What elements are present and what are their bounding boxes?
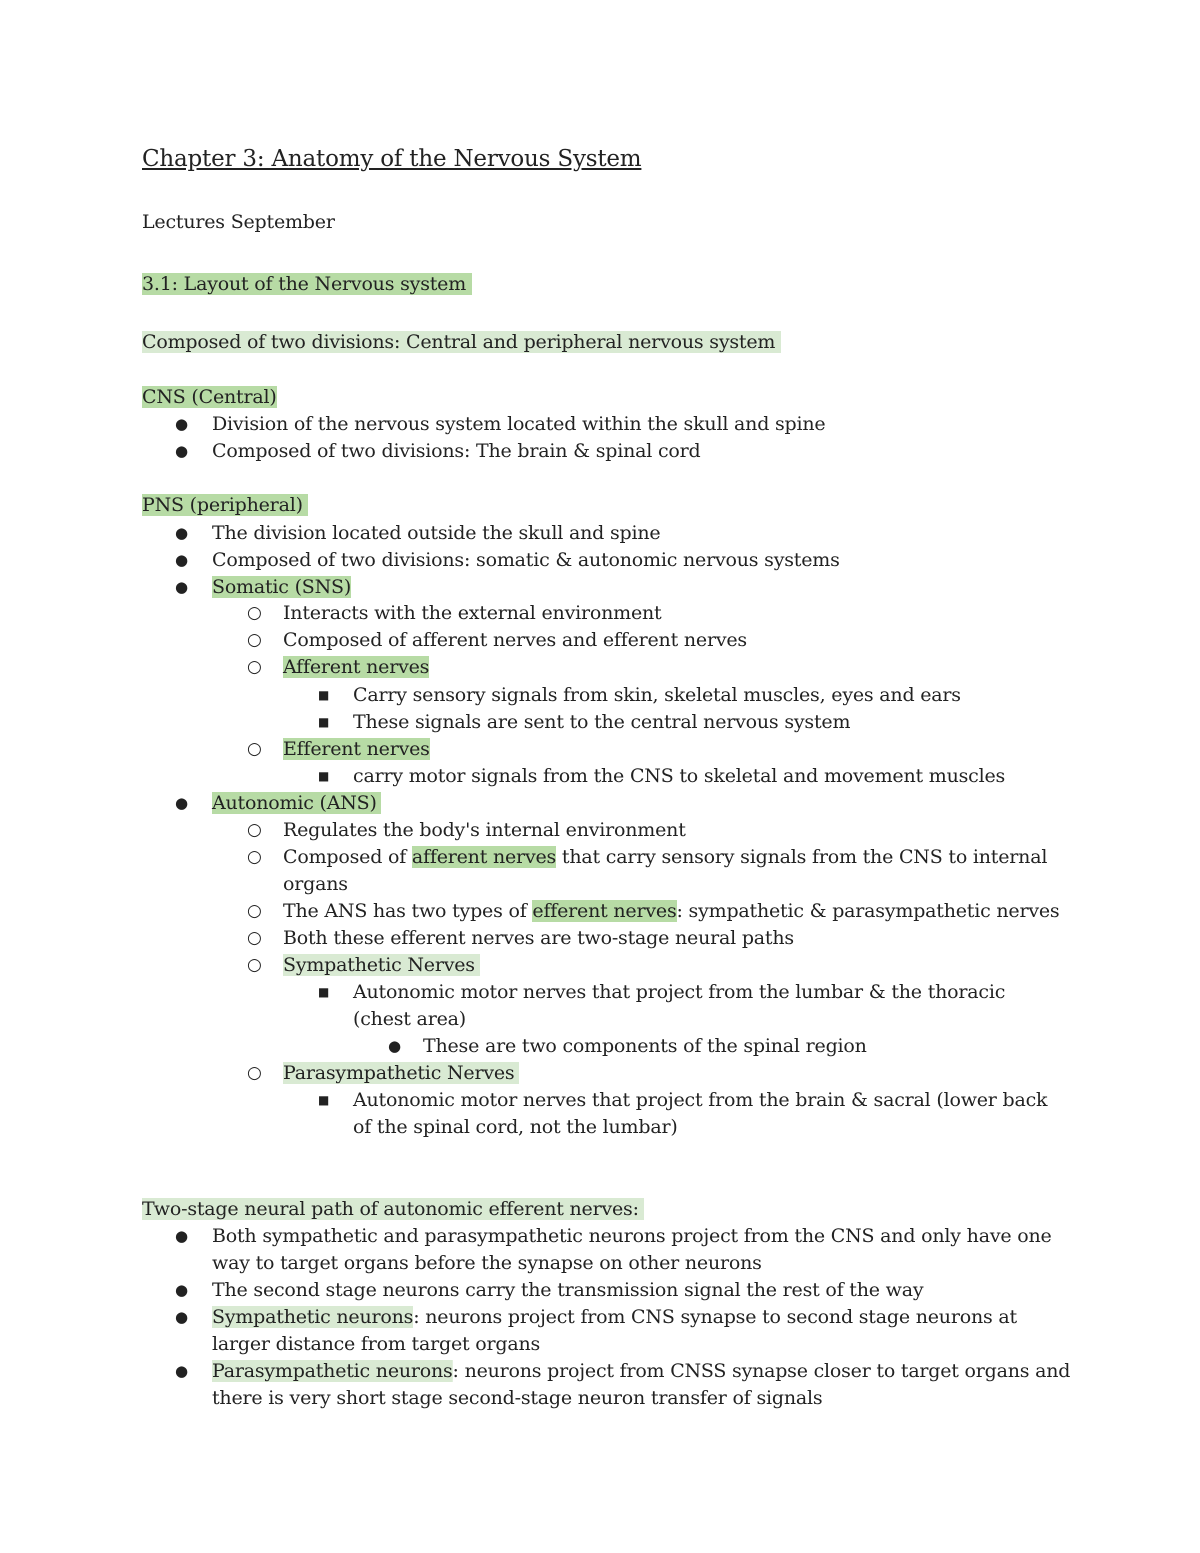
bullet-circle: ○ [247, 739, 262, 759]
sympathetic-label [283, 952, 480, 979]
pns-item: Composed of two divisions: somatic & autonomic nervous systems [212, 549, 840, 571]
bullet-circle: ○ [247, 928, 262, 948]
autonomic-label [212, 790, 381, 817]
efferent-label-text: Efferent nerves [283, 738, 430, 760]
sympathetic-subitem: These are two components of the spinal region [423, 1035, 867, 1057]
bullet-disc: ● [175, 1281, 189, 1299]
bullet-disc: ● [175, 578, 189, 596]
pns-heading-text: PNS (peripheral) [142, 494, 308, 516]
sympathetic-item-continuation: (chest area) [353, 1008, 466, 1030]
intro-line [142, 329, 781, 356]
parasympathetic-neurons-highlight: Parasympathetic neurons [212, 1360, 453, 1382]
afferent-label-text: Afferent nerves [283, 656, 430, 678]
autonomic-item-text: Composed of [283, 846, 412, 868]
autonomic-item [283, 844, 1047, 871]
cns-heading-text: CNS (Central) [142, 386, 277, 408]
bullet-disc: ● [175, 442, 189, 460]
two-stage-item-continuation: larger distance from target organs [212, 1333, 541, 1355]
two-stage-item [212, 1358, 1070, 1385]
lecture-date: Lectures September [142, 211, 335, 233]
bullet-circle: ○ [247, 657, 262, 677]
two-stage-item-text: : neurons project from CNS synapse to second stage neurons at [413, 1306, 1017, 1328]
bullet-circle: ○ [247, 955, 262, 975]
efferent-label [283, 736, 430, 763]
sympathetic-label-text: Sympathetic Nerves [283, 954, 480, 976]
pns-heading [142, 492, 308, 519]
bullet-circle: ○ [247, 847, 262, 867]
bullet-disc: ● [175, 1362, 189, 1380]
autonomic-item-text: The ANS has two types of [283, 900, 533, 922]
bullet-disc: ● [175, 794, 189, 812]
two-stage-item: Both sympathetic and parasympathetic neurons project from the CNS and only have one [212, 1225, 1052, 1247]
autonomic-label-text: Autonomic (ANS) [212, 792, 381, 814]
parasympathetic-label-text: Parasympathetic Nerves [283, 1062, 519, 1084]
cns-heading [142, 384, 277, 411]
two-stage-item: The second stage neurons carry the transmission signal the rest of the way [212, 1279, 924, 1301]
section-heading-text: 3.1: Layout of the Nervous system [142, 273, 472, 295]
intro-text: Composed of two divisions: Central and peripheral nervous system [142, 331, 781, 353]
bullet-square: ■ [318, 715, 330, 729]
bullet-square: ■ [318, 688, 330, 702]
two-stage-item [212, 1304, 1017, 1331]
document-title: Chapter 3: Anatomy of the Nervous System [142, 146, 642, 172]
autonomic-item-text: : sympathetic & parasympathetic nerves [676, 900, 1060, 922]
bullet-circle: ○ [247, 603, 262, 623]
bullet-square: ■ [318, 985, 330, 999]
somatic-item: Composed of afferent nerves and efferent nerves [283, 629, 747, 651]
autonomic-item [283, 898, 1060, 925]
efferent-item: carry motor signals from the CNS to skeletal and movement muscles [353, 765, 1006, 787]
cns-item: Composed of two divisions: The brain & spinal cord [212, 440, 701, 462]
bullet-disc: ● [388, 1037, 402, 1055]
two-stage-item-text: : neurons project from CNSS synapse closer to target organs and [452, 1360, 1071, 1382]
bullet-square: ■ [318, 769, 330, 783]
bullet-disc: ● [175, 524, 189, 542]
parasympathetic-label [283, 1060, 519, 1087]
somatic-label [212, 574, 351, 601]
bullet-circle: ○ [247, 901, 262, 921]
somatic-label-text: Somatic (SNS) [212, 576, 352, 598]
two-stage-heading-text: Two-stage neural path of autonomic efferent nerves: [142, 1198, 644, 1220]
sympathetic-neurons-highlight: Sympathetic neurons [212, 1306, 414, 1328]
two-stage-item-continuation: way to target organs before the synapse on other neurons [212, 1252, 762, 1274]
bullet-circle: ○ [247, 1063, 262, 1083]
sympathetic-item: Autonomic motor nerves that project from the lumbar & the thoracic [353, 981, 1006, 1003]
bullet-circle: ○ [247, 820, 262, 840]
bullet-disc: ● [175, 551, 189, 569]
bullet-square: ■ [318, 1093, 330, 1107]
afferent-label [283, 654, 429, 681]
somatic-item: Interacts with the external environment [283, 602, 662, 624]
parasympathetic-item-continuation: of the spinal cord, not the lumbar) [353, 1116, 678, 1138]
section-heading [142, 271, 472, 298]
autonomic-item: Both these efferent nerves are two-stage neural paths [283, 927, 794, 949]
bullet-circle: ○ [247, 630, 262, 650]
autonomic-item: Regulates the body's internal environment [283, 819, 686, 841]
two-stage-heading [142, 1196, 644, 1223]
autonomic-item-continuation: organs [283, 873, 348, 895]
bullet-disc: ● [175, 1308, 189, 1326]
cns-item: Division of the nervous system located within the skull and spine [212, 413, 826, 435]
parasympathetic-item: Autonomic motor nerves that project from the brain & sacral (lower back [353, 1089, 1048, 1111]
bullet-disc: ● [175, 415, 189, 433]
two-stage-item-continuation: there is very short stage second-stage neuron transfer of signals [212, 1387, 823, 1409]
pns-item: The division located outside the skull and spine [212, 522, 661, 544]
efferent-highlight: efferent nerves [532, 900, 677, 922]
afferent-item: These signals are sent to the central nervous system [353, 711, 851, 733]
autonomic-item-text: that carry sensory signals from the CNS to internal [556, 846, 1048, 868]
bullet-disc: ● [175, 1227, 189, 1245]
afferent-highlight: afferent nerves [411, 846, 557, 868]
afferent-item: Carry sensory signals from skin, skeletal muscles, eyes and ears [353, 684, 961, 706]
